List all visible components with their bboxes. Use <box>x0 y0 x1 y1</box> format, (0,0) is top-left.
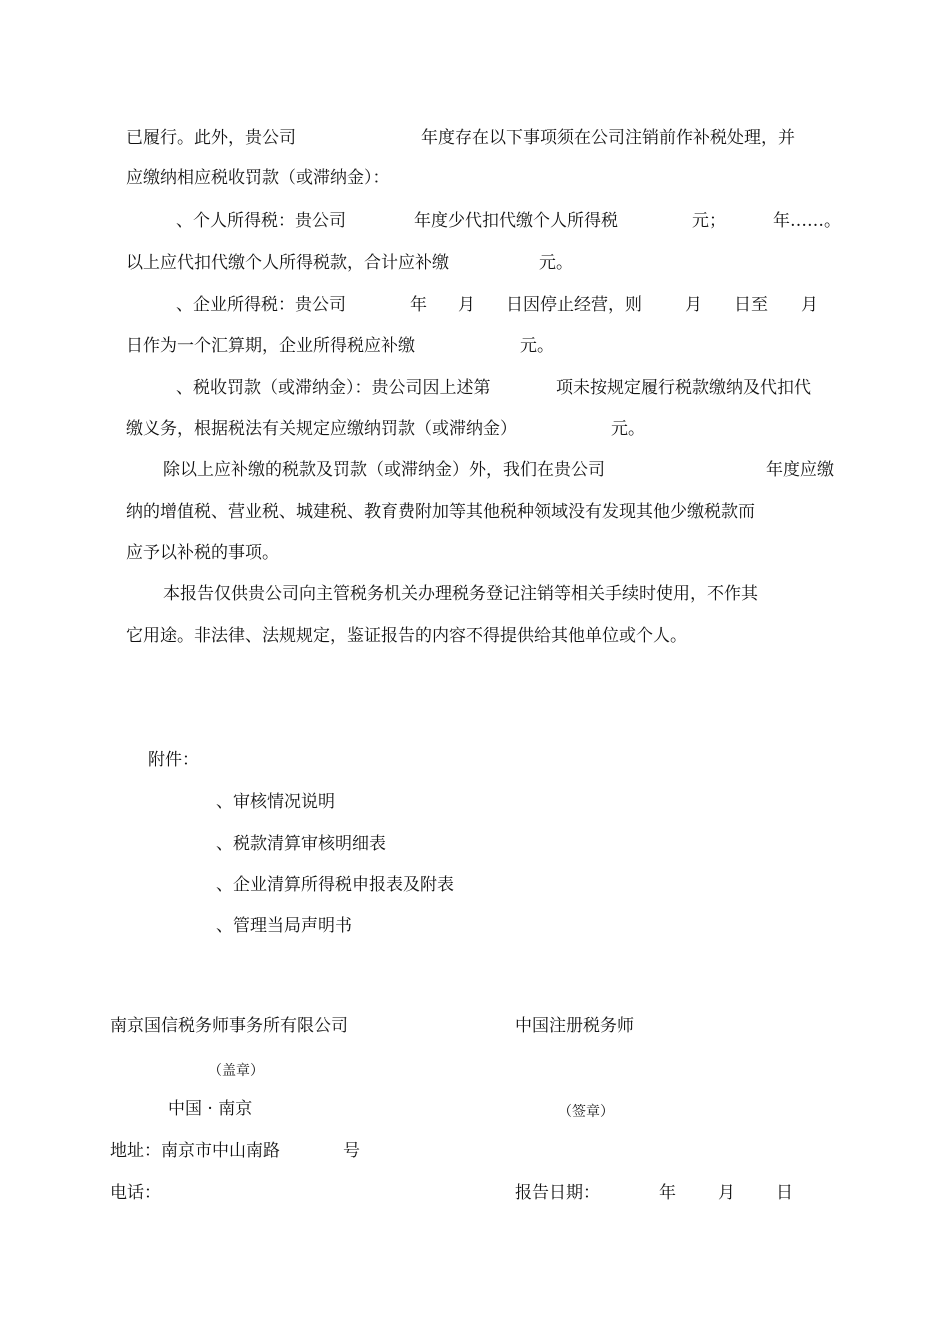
item2-line2-b: 元。 <box>520 336 554 356</box>
firm-name: 南京国信税务师事务所有限公司 <box>110 1016 348 1036</box>
item2-line1-b: 年 <box>410 295 427 315</box>
item3-line1-a: 、税收罚款（或滞纳金）：贵公司因上述第 <box>176 378 491 398</box>
p1-line1-a: 已履行。此外，贵公司 <box>126 128 296 148</box>
attachments-label: 附件： <box>148 750 199 770</box>
p2-line1-a: 除以上应补缴的税款及罚款（或滞纳金）外，我们在贵公司 <box>163 460 605 480</box>
item1-line1-b: 年度少代扣代缴个人所得税 <box>414 211 618 231</box>
attachment-item: 、管理当局声明书 <box>216 916 352 936</box>
item2-line1-g: 月 <box>801 295 818 315</box>
item2-line1-e: 月 <box>685 295 702 315</box>
seal-label: （盖章） <box>208 1063 264 1079</box>
report-date-month: 月 <box>718 1183 735 1203</box>
item1-line1-c: 元； <box>692 211 726 231</box>
p3-line1: 本报告仅供贵公司向主管税务机关办理税务登记注销等相关手续时使用，不作其 <box>163 584 758 604</box>
item3-line1-b: 项未按规定履行税款缴纳及代扣代 <box>556 378 811 398</box>
address-b: 号 <box>343 1141 360 1161</box>
attachment-item: 、审核情况说明 <box>216 792 335 812</box>
item1-line1-d: 年……。 <box>773 211 841 231</box>
item1-line1-a: 、个人所得税：贵公司 <box>176 211 346 231</box>
address-a: 地址：南京市中山南路 <box>110 1141 280 1161</box>
cpa-title: 中国注册税务师 <box>515 1016 634 1036</box>
item2-line2-a: 日作为一个汇算期，企业所得税应补缴 <box>126 336 415 356</box>
report-date-year: 年 <box>659 1183 676 1203</box>
item1-line2-b: 元。 <box>539 253 573 273</box>
city-label: 中国 · 南京 <box>168 1099 253 1119</box>
report-date-label: 报告日期： <box>515 1183 600 1203</box>
sign-label: （签章） <box>558 1104 614 1120</box>
p3-line2: 它用途。非法律、法规规定，鉴证报告的内容不得提供给其他单位或个人。 <box>126 626 687 646</box>
item3-line2-b: 元。 <box>611 419 645 439</box>
attachment-item: 、税款清算审核明细表 <box>216 834 386 854</box>
item2-line1-d: 日因停止经营，则 <box>506 295 642 315</box>
item3-line2-a: 缴义务，根据税法有关规定应缴纳罚款（或滞纳金） <box>126 419 517 439</box>
item2-line1-c: 月 <box>458 295 475 315</box>
item2-line1-a: 、企业所得税：贵公司 <box>176 295 346 315</box>
p2-line1-b: 年度应缴 <box>766 460 834 480</box>
p1-line1-b: 年度存在以下事项须在公司注销前作补税处理，并 <box>421 128 795 148</box>
item2-line1-f: 日至 <box>734 295 768 315</box>
p2-line3: 应予以补税的事项。 <box>126 543 279 563</box>
report-date-day: 日 <box>776 1183 793 1203</box>
item1-line2-a: 以上应代扣代缴个人所得税款，合计应补缴 <box>126 253 449 273</box>
p2-line2: 纳的增值税、营业税、城建税、教育费附加等其他税种领域没有发现其他少缴税款而 <box>126 502 755 522</box>
attachment-item: 、企业清算所得税申报表及附表 <box>216 875 454 895</box>
phone-label: 电话： <box>110 1183 161 1203</box>
p1-line2: 应缴纳相应税收罚款（或滞纳金）： <box>126 168 390 188</box>
